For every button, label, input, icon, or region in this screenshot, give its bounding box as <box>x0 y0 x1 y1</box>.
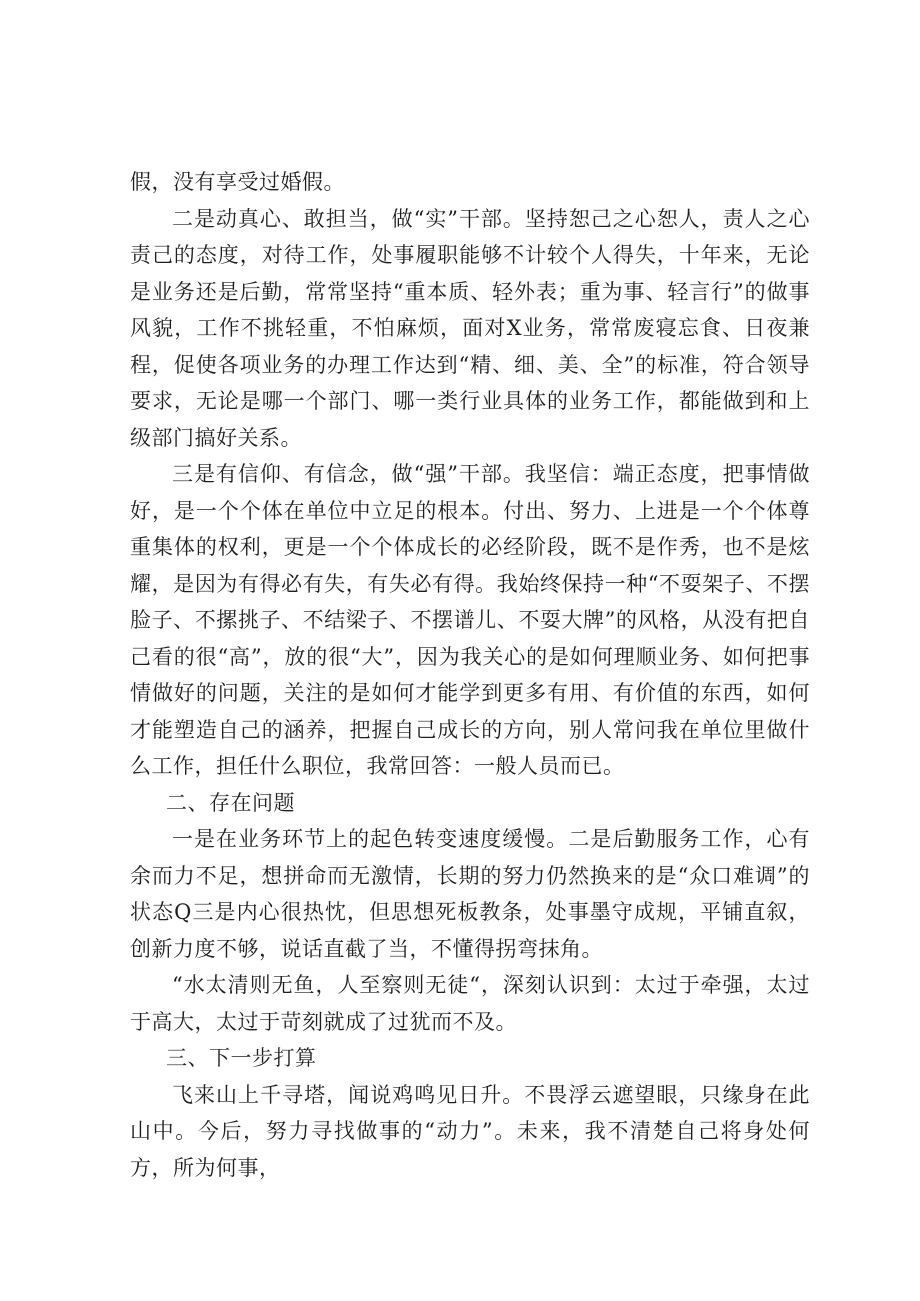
paragraph-three-qiang: 三是有信仰、有信念，做“强”干部。我坚信：端正态度，把事情做好，是一个个体在单位中立足的根本。付出、努力、上进是一个个体尊重集体的权利，更是一个个体成长的必经阶段，既不是作秀，也不是炫耀，是因为有得必有失，有失必有得。我始终保持一种“不耍架子、不摆脸子、不摞挑子、不结梁子、不摆谱儿、不耍大牌”的风格，从没有把自己看的很“高”，放的很“大”，因为我关心的是如何理顺业务、如何把事情做好的问题，关注的是如何才能学到更多有用、有价值的东西，如何才能塑造自己的涵养，把握自己成长的方向，别人常问我在单位里做什么工作，担任什么职位，我常回答：一般人员而已。 <box>130 462 810 778</box>
paragraph-next-steps: 飞来山上千寻塔，闻说鸡鸣见日升。不畏浮云遮望眼，只缘身在此山中。今后，努力寻找做事的“动力”。未来，我不清楚自己将身处何方，所为何事， <box>130 1082 810 1180</box>
document-body <box>130 164 810 1186</box>
paragraph-continuation: 假，没有享受过婚假。 <box>130 170 345 194</box>
section-heading-problems: 二、存在问题 <box>166 790 295 815</box>
paragraph-two-shi: 二是动真心、敢担当，做“实”干部。坚持恕己之心恕人，责人之心责己的态度，对待工作，处事履职能够不计较个人得失，十年来，无论是业务还是后勤，常常坚持“重本质、轻外表；重为事、轻言行”的做事风貌，工作不挑轻重，不怕麻烦，面对X业务，常常废寝忘食、日夜兼程，促使各项业务的办理工作达到“精、细、美、全”的标准，符合领导要求，无论是哪一个部门、哪一类行业具体的业务工作，都能做到和上级部门搞好关系。 <box>130 206 810 450</box>
paragraph-problems: 一是在业务环节上的起色转变速度缓慢。二是后勤服务工作，心有余而力不足，想拼命而无激情，长期的努力仍然换来的是“众口难调”的状态Q三是内心很热忱，但思想死板教条，处事墨守成规，平铺直叙，创新力度不够，说话直截了当，不懂得拐弯抹角。 <box>130 827 810 961</box>
paragraph-quote: “水太清则无鱼，人至察则无徒“，深刻认识到：太过于牵强，太过于高大，太过于苛刻就成了过犹而不及。 <box>130 973 810 1034</box>
section-heading-next-steps: 三、下一步打算 <box>166 1046 317 1070</box>
